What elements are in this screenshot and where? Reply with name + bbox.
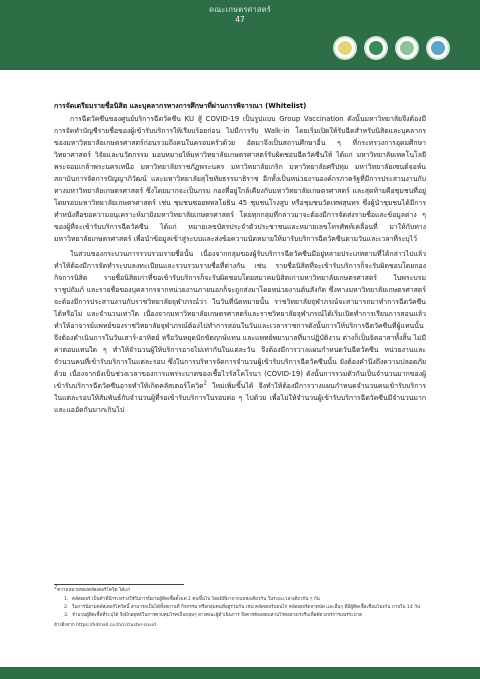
- agriculture-faculty-icon: [364, 36, 388, 60]
- leaf-emblem-icon: [395, 36, 419, 60]
- university-emblem-icon: [426, 36, 450, 60]
- page-number: 47: [235, 15, 245, 24]
- footnotes: [54, 584, 426, 630]
- paragraph-2-continued: ใหม่เพิ่มขึ้นได้ จึงทำให้ต้องมีการวางแผนกำหนดจำนวนคนเข้ารับบริการในแต่ละรอบให้สัมพันธ์กับจำนวนผู้ที่รอเข้ารับบริการในรอบต่อ ๆ ไปด้วย เพื่อไม่ให้จำนวนผู้เข้ารับบริการฉีดวัคซีนมีจำนวนมากและแออัดกันมากเกินไป: [54, 382, 426, 414]
- footnote-item: 3. จำนวนผู้ติดเชื้อที่ระบุได้ จึงมีกลยุทธ์ในการควบคุมโรคเป็นกลุ่มๆ ทางคณะผู้ดำเนินการ จึงควรต้องสอบสวนโรคอย่างเร่งรีบเพื่อตัดวงจรการแพร่ระบาด: [64, 613, 363, 618]
- footnote-marker: 2: [54, 584, 58, 591]
- footnote-item: 1. คลัสเตอร์ เป็นคำที่มีกระทรวงใช้ในการนิยามผู้ติดเชื้อตั้งแต่ 2 คนขึ้นไป โดยมีที่มาจากแหล่งเดียวกัน ในระยะเวลาเดียวกัน ๆ กัน: [64, 597, 320, 602]
- footnote-title: 2ความหมายของคลัสเตอร์โควิด ได้แก่: [54, 584, 130, 593]
- paragraph-2-text: ในส่วนของกระบวนการรวบรวมรายชื่อนั้น เนื่องจากกลุ่มของผู้รับบริการฉีดวัคซีนมีอยู่หลายประเภทตามที่ได้กล่าวไปแล้ว ทำให้ต้องมีการจัดทำระบบลงทะเบียนและรวบรวมรายชื่อที่ต่างกัน เช่น รายชื่อนิสิตที่จะเข้ารับบริการก็จะรับผิดชอบโดยกองกิจการนิสิต รายชื่อนิสิตเก่าที่ขอเข้ารับบริการก็จะรับผิดชอบโดยสมาคมนิสิตเก่ามหาวิทยาลัยเกษตรศาสตร์ ในพระบรมราชูปถัมภ์ และรายชื่อของบุคลากรจากหน่วยงานภายนอกก็จะถูกส่งมาโดยหน่วยงานต้นสังกัด ซึ่งทางมหาวิทยาลัยเกษตรศาสตร์จะต้องมีการประสานงานกับราชวิทยาลัยจุฬาภรณ์ว่า ในวันที่นัดหมายนั้น ราชวิทยาลัยจุฬาภรณ์จะสามารถมาทำการฉีดวัคซีนได้หรือไม่ และจำนวนเท่าใด เนื่องจากมหาวิทยาลัยเกษตรศาสตร์และราชวิทยาลัยจุฬาภรณ์ได้เริ่มเปิดทำการเรียนการสอนแล้ว ทำให้อาจารย์แพทย์ของราชวิทยาลัยจุฬาภรณ์ต้องไปทำการสอนในวันและเวลาราชการดังนั้นการให้บริการฉีดวัคซีนที่ผู้แทนนั้นจึงต้องดำเนินการในวันเสาร์-อาทิตย์ หรือวันหยุดนักขัตฤกษ์แทน และแพทย์พยาบาลที่มาปฏิบัติงาน ต่างก็เป็นจิตอาสาทั้งสิ้น ไม่มีค่าตอบแทนใด ๆ ทำให้จำนวนผู้ให้บริการอาจไม่เท่ากันในแต่ละวัน จึงต้องมีการวางแผนกำหนดวันฉีดวัคซีน หน่วยงานและจำนวนคนที่เข้ารับบริการในแต่ละรอบ ซึ่งในการบริหารจัดการจำนวนผู้เข้ารับบริการฉีดวัคซีนนั้น ยังต้องคำนึงถึงความปลอดภัยด้วย เนื่องจากยังเป็นช่วงเวลาของการแพร่ระบาดของเชื้อไวรัสโคโรนา (COVID-19) ดังนั้นการรวมตัวกันเป็นจำนวนมากของผู้เข้ารับบริการฉีดวัคซีนอาจทำให้เกิดคลัสเตอร์โควิด: [54, 250, 426, 390]
- page-footer-band: [0, 667, 480, 679]
- paragraph-2: [54, 248, 426, 416]
- page-header-band: [0, 0, 480, 70]
- footnote-item: 2. ในการนิยามคลัสเตอร์โควิดนี้ สามารถเป็นได้ทั้งสถานที่ กิจกรรม หรือกลุ่มคนที่อยู่ร่วมกัน เช่น คลัสเตอร์บ่อนไก่ คลัสเตอร์ตลาดนัด และอื่นๆ ที่มีผู้ติดเชื้อเชื่อมโยงกัน ภายใน 14 วัน: [64, 605, 420, 610]
- footnote-divider: [54, 584, 184, 585]
- header-title: คณะเกษตรศาสตร์: [209, 5, 271, 14]
- footnote-source-link[interactable]: อ้างอิงจาก https://hdmall.co.th/c/cluster-covid: [54, 623, 156, 628]
- ku-seal-icon: [333, 36, 357, 60]
- main-content: [54, 100, 426, 419]
- footnote-ref[interactable]: 2: [203, 380, 207, 387]
- section-title: การจัดเตรียมรายชื่อนิสิต และบุคลากรทางการศึกษาที่ผ่านการพิจารณา (Whitelist): [54, 102, 307, 110]
- paragraph-1: การฉีดวัคซีนของศูนย์บริการฉีดวัคซีน KU สู้ COVID-19 เป็นรูปแบบ Group Vaccination ดังนั้นมหาวิทยาลัยจึงต้องมีการจัดทำบัญชีรายชื่อของผู้เข้ารับบริการให้เรียบร้อยก่อน ไม่มีการรับ Walk-in โดยเริ่มเปิดให้รับฉีดสำหรับนิสิตและบุคลากรของมหาวิทยาลัยเกษตรศาสตร์ก่อนรวมถึงคนในครอบครัวด้วย อัตมาจึงเป็นสถานศึกษาอื่น ๆ ที่กระทรวงการอุดมศึกษา วิทยาศาสตร์ วิจัยและนวัตกรรม มอบหมายให้มหาวิทยาลัยเกษตรศาสตร์รับผิดชอบฉีดวัคซีนให้ ได้แก่ มหาวิทยาลัยเทคโนโลยีพระจอมเกล้าพระนครเหนือ มหาวิทยาลัยราชภัฏพระนคร มหาวิทยาลัยเกริก มหาวิทยาลัยศรีปทุม มหาวิทยาลัยเซนต์จอห์น สถาบันการจัดการปัญญาภิวัฒน์ และมหาวิทยาลัยสุโขทัยธรรมาธิราช อีกทั้งเป็นหน่วยงานองค์กรภาครัฐที่มีการประสานงานกับทางมหาวิทยาลัยเกษตรศาสตร์ ซึ่งโดยมากจะเป็นกรม กองที่อยู่ใกล้เคียงกับมหาวิทยาลัยเกษตรศาสตร์ และสุดท้ายคือชุมชนที่อยู่โดยรอบมหาวิทยาลัยเกษตรศาสตร์ เช่น ชุมชนซอยพหลโยธิน 45 ชุมชนโรงสูบ หรือชุมชนวัดเทพสุนทร ซึ่งผู้นำชุมชนได้มีการทำหนังสือขอความอนุเคราะห์มายังมหาวิทยาลัยเกษตรศาสตร์ โดยทุกกลุ่มที่กล่าวมาจะต้องมีการจัดส่งรายชื่อและข้อมูลต่าง ๆ ของผู้ที่จะเข้ารับบริการฉีดวัคซีน ได้แก่ หมายเลขบัตรประจำตัวประชาชนและหมายเลขโทรศัพท์เคลื่อนที่ มาให้กับทางมหาวิทยาลัยเกษตรศาสตร์ เพื่อนำข้อมูลเข้าสู่ระบบและส่งข้อความนัดหมายให้มารับบริการฉีดวัคซีนตามวันและเวลาที่ระบุไว้: [54, 115, 426, 243]
